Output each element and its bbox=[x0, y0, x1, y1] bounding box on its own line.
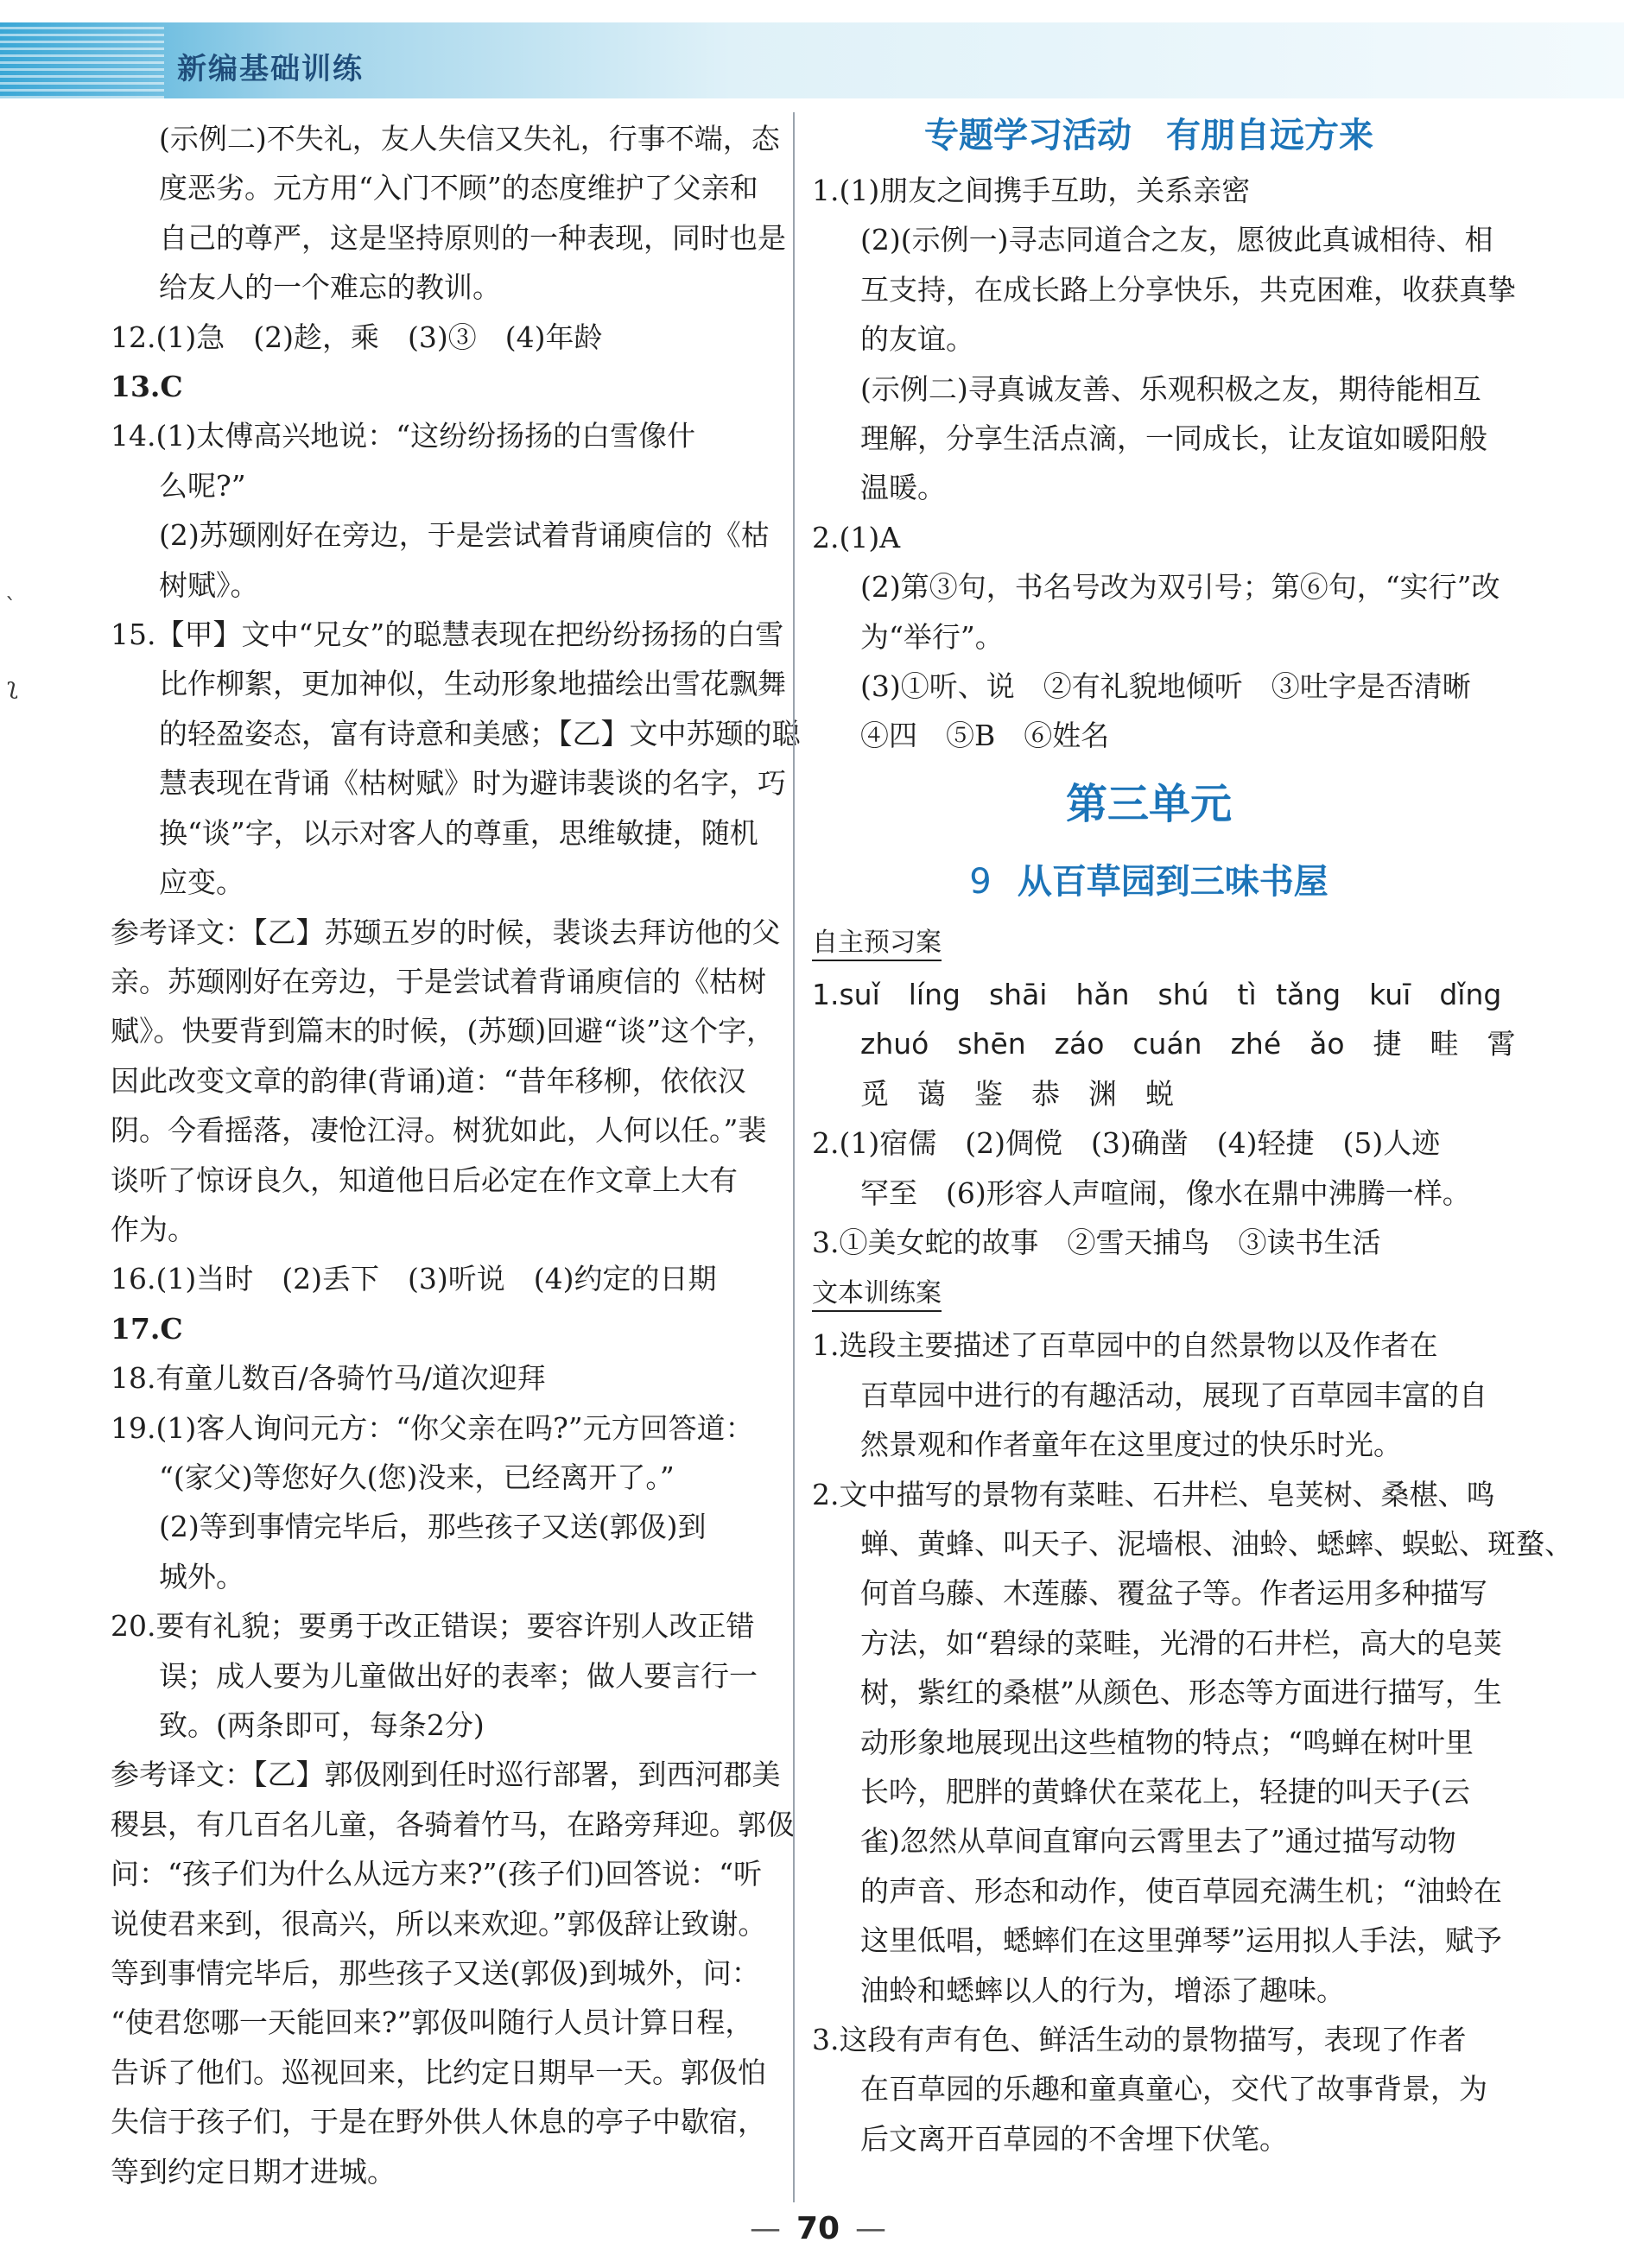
answer-line: 给友人的一个难忘的教训。 bbox=[159, 270, 501, 305]
scan-mark: ˋ bbox=[5, 594, 16, 620]
answer-line: 15.【甲】文中“兄女”的聪慧表现在把纷纷扬扬的白雪 bbox=[111, 618, 784, 652]
answer-line: 3.①美女蛇的故事 ②雪天捕鸟 ③读书生活 bbox=[812, 1225, 1381, 1259]
answer-line: 误；成人要为儿童做出好的表率；做人要言行一 bbox=[159, 1658, 758, 1693]
answer-line: (示例二)不失礼，友人失信又失礼，行事不端，态 bbox=[159, 122, 780, 155]
answer-line: (2)苏颋刚好在旁边，于是尝试着背诵庾信的《枯 bbox=[159, 518, 770, 553]
answer-line: 12.(1)急 (2)趁，乘 (3)③ (4)年龄 bbox=[111, 320, 603, 354]
answer-line: 蝉、黄蜂、叫天子、泥墙根、油蛉、蟋蟀、蜈蚣、斑蝥、 bbox=[860, 1526, 1573, 1561]
column-divider bbox=[793, 112, 795, 2202]
translation-line: “使君您哪一天能回来?”郭伋叫随行人员计算日程， bbox=[111, 2005, 754, 2040]
answer-line: 2.(1)宿儒 (2)倜傥 (3)确凿 (4)轻捷 (5)人迹 bbox=[812, 1126, 1441, 1161]
page-number bbox=[0, 2211, 1636, 2246]
answer-line: 16.(1)当时 (2)丢下 (3)听说 (4)约定的日期 bbox=[111, 1262, 717, 1296]
translation-line: 作为。 bbox=[111, 1212, 196, 1246]
section-label-text-training: 文本训练案 bbox=[812, 1277, 942, 1312]
lesson-title: 从百草园到三味书屋 bbox=[1017, 861, 1328, 902]
answer-line: 18.有童儿数百/各骑竹马/道次迎拜 bbox=[111, 1361, 546, 1396]
answer-line: 互支持，在成长路上分享快乐，共克困难，收获真挚 bbox=[860, 272, 1516, 307]
answer-line: 度恶劣。元方用“入门不顾”的态度维护了父亲和 bbox=[159, 171, 758, 206]
topic-activity-heading: 专题学习活动 有朋自远方来 bbox=[924, 116, 1373, 155]
scan-mark: ʅ bbox=[7, 674, 18, 700]
translation-line: 说使君来到，很高兴，所以来欢迎。”郭伋辞让致谢。 bbox=[111, 1906, 767, 1941]
answer-line: 的友谊。 bbox=[860, 322, 974, 357]
answer-line: (2)第③句，书名号改为双引号；第⑥句，“实行”改 bbox=[860, 570, 1500, 605]
answer-line: 这里低唱，蟋蟀们在这里弹琴”运用拟人手法，赋予 bbox=[860, 1923, 1502, 1958]
answer-line: 温暖。 bbox=[860, 471, 946, 505]
answer-line: “(家父)等您好久(您)没来，已经离开了。” bbox=[159, 1460, 675, 1494]
answer-line: 长吟，肥胖的黄蜂伏在菜花上，轻捷的叫天子(云 bbox=[860, 1774, 1470, 1809]
translation-line: 亲。苏颋刚好在旁边，于是尝试着背诵庾信的《枯树 bbox=[111, 964, 766, 998]
answer-line: 3.这段有声有色、鲜活生动的景物描写，表现了作者 bbox=[812, 2023, 1467, 2056]
translation-line: 因此改变文章的韵律(背诵)道：“昔年移柳，依依汉 bbox=[111, 1063, 746, 1098]
translation-line: 等到事情完毕后，那些孩子又送(郭伋)到城外，问： bbox=[111, 1956, 760, 1991]
answer-line: (3)①听、说 ②有礼貌地倾听 ③吐字是否清晰 bbox=[860, 669, 1471, 704]
answer-line: 城外。 bbox=[159, 1559, 244, 1593]
answer-line: (示例二)寻真诚友善、乐观积极之友，期待能相互 bbox=[860, 371, 1481, 406]
answer-line: 1.选段主要描述了百草园中的自然景物以及作者在 bbox=[812, 1328, 1438, 1363]
answer-line: 的声音、形态和动作，使百草园充满生机；“油蛉在 bbox=[860, 1873, 1502, 1908]
answer-line: 慧表现在背诵《枯树赋》时为避讳裴谈的名字，巧 bbox=[159, 766, 786, 801]
translation-line: 问：“孩子们为什么从远方来?”(孩子们)回答说：“听 bbox=[111, 1857, 763, 1891]
translation-line: 失信于孩子们，于是在野外供人休息的亭子中歇宿， bbox=[111, 2105, 766, 2139]
answer-line: 理解，分享生活点滴，一同成长，让友谊如暖阳般 bbox=[860, 421, 1487, 456]
answer-line: 方法，如“碧绿的菜畦，光滑的石井栏，高大的皂荚 bbox=[860, 1625, 1502, 1660]
page-number-dash: — bbox=[749, 2211, 781, 2246]
translation-line: 参考译文：【乙】苏颋五岁的时候，裴谈去拜访他的父 bbox=[111, 915, 781, 949]
left-column bbox=[111, 114, 801, 2196]
answer-line: 20.要有礼貌；要勇于改正错误；要容许别人改正错 bbox=[111, 1609, 755, 1644]
answer-line: 么呢?” bbox=[159, 468, 246, 503]
answer-line: 为“举行”。 bbox=[860, 619, 1004, 654]
answer-line: (2)等到事情完毕后，那些孩子又送(郭伋)到 bbox=[159, 1510, 707, 1544]
translation-line: 阴。今看摇落，凄怆江浔。树犹如此，人何以任。”裴 bbox=[111, 1113, 767, 1148]
page-number-value: 70 bbox=[796, 2211, 840, 2246]
answer-line: 19.(1)客人询问元方：“你父亲在吗?”元方回答道： bbox=[111, 1410, 754, 1445]
answer-line: 在百草园的乐趣和童真童心，交代了故事背景，为 bbox=[860, 2072, 1487, 2106]
lesson-number: 9 bbox=[969, 861, 992, 902]
answer-line: 比作柳絮，更加神似，生动形象地描绘出雪花飘舞 bbox=[159, 667, 786, 701]
translation-line: 谈听了惊讶良久，知道他日后必定在作文章上大有 bbox=[111, 1163, 738, 1197]
section-label-preview: 自主预习案 bbox=[812, 927, 942, 961]
unit-heading: 第三单元 bbox=[1065, 779, 1232, 828]
answer-line: 的轻盈姿态，富有诗意和美感；【乙】文中苏颋的聪 bbox=[159, 716, 801, 751]
answer-line: 动形象地展现出这些植物的特点；“鸣蝉在树叶里 bbox=[860, 1725, 1474, 1759]
answer-line: 1.suǐ líng shāi hǎn shú tì tǎng kuī dǐng bbox=[812, 977, 1502, 1011]
answer-line: (2)(示例一)寻志同道合之友，愿彼此真诚相待、相 bbox=[860, 223, 1493, 257]
page-number-dash: — bbox=[855, 2211, 887, 2246]
answer-line: 树赋》。 bbox=[159, 567, 259, 602]
answer-line: 觅 蔼 鉴 恭 渊 蜕 bbox=[860, 1076, 1174, 1111]
answer-line: 17.C bbox=[111, 1311, 183, 1346]
answer-line: 后文离开百草园的不舍埋下伏笔。 bbox=[860, 2121, 1288, 2156]
header-decoration bbox=[0, 22, 164, 98]
answer-line: 雀)忽然从草间直窜向云霄里去了”通过描写动物 bbox=[860, 1824, 1456, 1859]
answer-line: 13.C bbox=[111, 370, 183, 404]
translation-line: 赋》。快要背到篇末的时候，(苏颋)回避“谈”这个字， bbox=[111, 1014, 775, 1048]
translation-line: 告诉了他们。巡视回来，比约定日期早一天。郭伋怕 bbox=[111, 2055, 766, 2089]
right-column bbox=[812, 114, 1573, 2163]
book-series-title: 新编基础训练 bbox=[177, 52, 364, 86]
answer-line: 2.(1)A bbox=[812, 520, 901, 554]
answer-line: 然景观和作者童年在这里度过的快乐时光。 bbox=[860, 1428, 1402, 1462]
answer-line: 14.(1)太傅高兴地说：“这纷纷扬扬的白雪像什 bbox=[111, 419, 696, 453]
answer-line: 油蛉和蟋蟀以人的行为，增添了趣味。 bbox=[860, 1973, 1345, 2007]
lesson-heading bbox=[812, 847, 1486, 916]
answer-line: 何首乌藤、木莲藤、覆盆子等。作者运用多种描写 bbox=[860, 1576, 1487, 1611]
answer-line: 百草园中进行的有趣活动，展现了百草园丰富的自 bbox=[860, 1378, 1487, 1412]
answer-line: 树，紫红的桑椹”从颜色、形态等方面进行描写，生 bbox=[860, 1676, 1502, 1710]
answer-line: 应变。 bbox=[159, 865, 244, 900]
translation-line: 等到约定日期才进城。 bbox=[111, 2154, 396, 2189]
answer-line: zhuó shēn záo cuán zhé ǎo 捷 畦 霄 bbox=[860, 1027, 1516, 1061]
translation-line: 参考译文：【乙】郭伋刚到任时巡行部署，到西河郡美 bbox=[111, 1758, 781, 1792]
answer-line: 1.(1)朋友之间携手互助，关系亲密 bbox=[812, 174, 1251, 207]
answer-line: 罕至 (6)形容人声喧闹，像水在鼎中沸腾一样。 bbox=[860, 1175, 1471, 1210]
answer-line: 致。(两条即可，每条2分) bbox=[159, 1708, 485, 1742]
answer-line: 2.文中描写的景物有菜畦、石井栏、皂荚树、桑椹、鸣 bbox=[812, 1477, 1495, 1511]
answer-line: 换“谈”字，以示对客人的尊重，思维敏捷，随机 bbox=[159, 815, 758, 850]
translation-line: 稷县，有几百名儿童，各骑着竹马，在路旁拜迎。郭伋 bbox=[111, 1807, 795, 1841]
answer-line: 自己的尊严，这是坚持原则的一种表现，同时也是 bbox=[159, 220, 786, 255]
answer-line: ④四 ⑤B ⑥姓名 bbox=[860, 719, 1110, 753]
